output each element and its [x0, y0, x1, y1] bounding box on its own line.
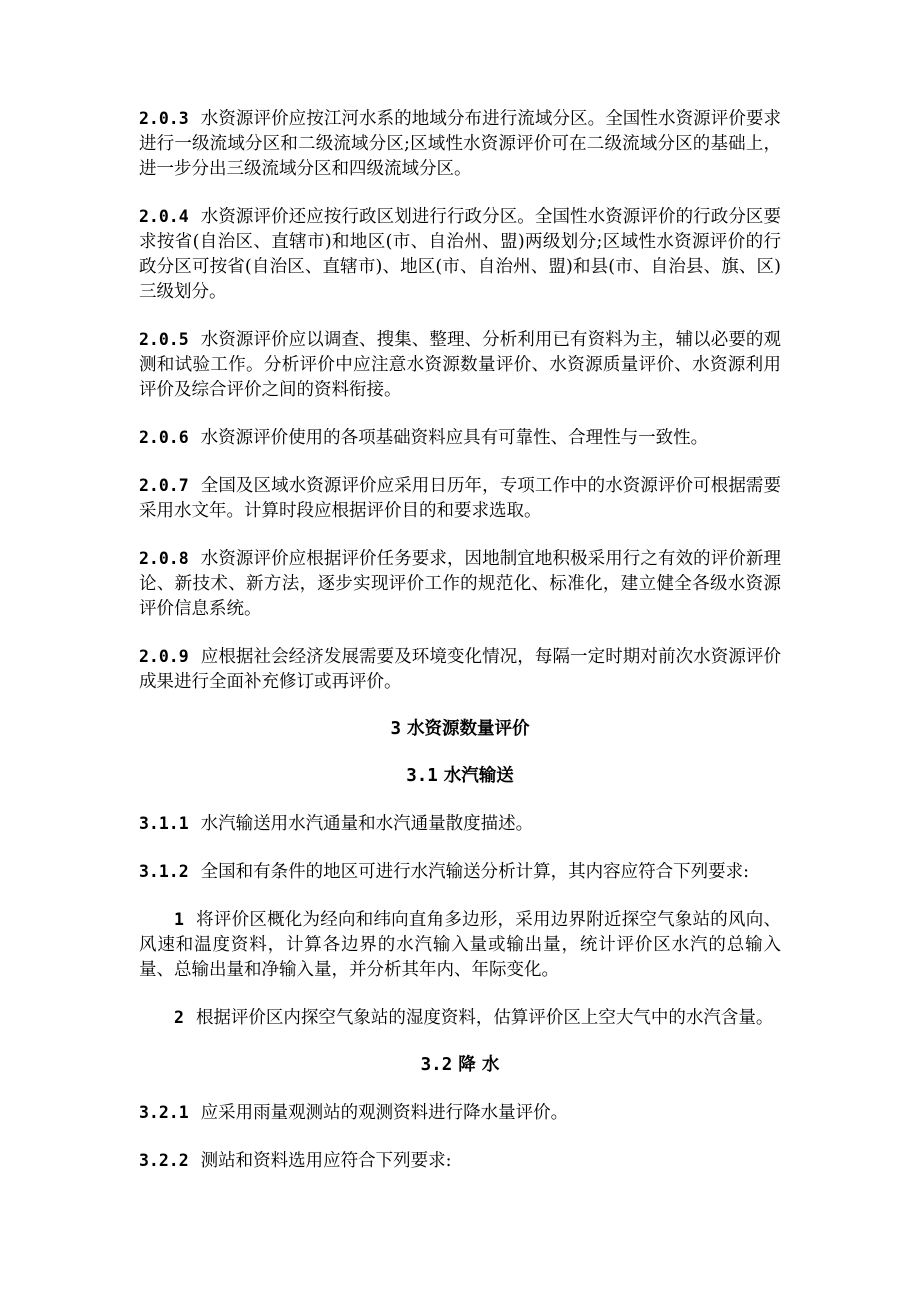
list-item-1	[139, 907, 781, 983]
clause-number: 2.0.8	[139, 549, 189, 568]
document-page	[139, 106, 781, 1196]
section-number: 3.2	[420, 1055, 453, 1075]
section-title: 降 水	[458, 1055, 500, 1075]
clause-number: 2.0.6	[139, 428, 189, 447]
clause-text: 全国及区域水资源评价应采用日历年，专项工作中的水资源评价可根据需要采用水文年。计算时段应根据评价目的和要求选取。	[139, 476, 781, 521]
clause-number: 3.2.1	[139, 1103, 189, 1122]
clause-number: 2.0.5	[139, 330, 189, 349]
section-title: 水汽输送	[443, 766, 514, 786]
chapter-title: 水资源数量评价	[407, 719, 530, 739]
clause-2-0-5	[139, 327, 781, 403]
clause-text: 水资源评价还应按行政区划进行行政分区。全国性水资源评价的行政分区要求按省(自治区、直辖市)和地区(市、自治州、盟)两级划分;区域性水资源评价的行政分区可按省(自治区、直辖市)、地区(市、自治州、盟)和县(市、自治县、旗、区)三级划分。	[139, 207, 781, 302]
clause-text: 水资源评价应根据评价任务要求，因地制宜地积极采用行之有效的评价新理论、新技术、新方法，逐步实现评价工作的规范化、标准化，建立健全各级水资源评价信息系统。	[139, 549, 781, 619]
item-number: 2	[174, 1008, 184, 1027]
item-number: 1	[174, 910, 184, 929]
clause-number: 2.0.4	[139, 207, 189, 226]
clause-2-0-4	[139, 204, 781, 305]
clause-3-1-1	[139, 811, 781, 837]
clause-number: 2.0.3	[139, 109, 189, 128]
clause-number: 2.0.9	[139, 647, 189, 666]
clause-text: 水资源评价应以调查、搜集、整理、分析利用已有资料为主，辅以必要的观测和试验工作。分析评价中应注意水资源数量评价、水资源质量评价、水资源利用评价及综合评价之间的资料衔接。	[139, 330, 781, 400]
clause-3-1-2	[139, 859, 781, 885]
clause-text: 全国和有条件的地区可进行水汽输送分析计算，其内容应符合下列要求:	[200, 862, 750, 882]
chapter-number: 3	[390, 719, 402, 739]
clause-text: 水资源评价应按江河水系的地域分布进行流域分区。全国性水资源评价要求进行一级流域分区和二级流域分区;区域性水资源评价可在二级流域分区的基础上，进一步分出三级流域分区和四级流域分区。	[139, 109, 781, 179]
clause-number: 2.0.7	[139, 476, 189, 495]
list-item-2	[139, 1005, 781, 1031]
section-heading-3-1	[139, 764, 781, 789]
clause-text: 水汽输送用水汽通量和水汽通量散度描述。	[200, 814, 534, 834]
clause-number: 3.2.2	[139, 1151, 189, 1170]
clause-number: 3.1.2	[139, 862, 189, 881]
clause-3-2-2	[139, 1148, 781, 1174]
clause-2-0-9	[139, 644, 781, 695]
chapter-heading	[139, 717, 781, 742]
clause-2-0-3	[139, 106, 781, 182]
clause-text: 测站和资料选用应符合下列要求:	[200, 1151, 452, 1171]
item-text: 将评价区概化为经向和纬向直角多边形，采用边界附近探空气象站的风向、风速和温度资料，计算各边界的水汽输入量或输出量，统计评价区水汽的总输入量、总输出量和净输入量，并分析其年内、年际变化。	[139, 910, 781, 980]
section-number: 3.1	[406, 766, 438, 786]
section-heading-3-2	[139, 1053, 781, 1078]
clause-number: 3.1.1	[139, 814, 189, 833]
clause-2-0-6	[139, 425, 781, 451]
item-text: 根据评价区内探空气象站的湿度资料，估算评价区上空大气中的水汽含量。	[195, 1008, 774, 1028]
clause-2-0-8	[139, 546, 781, 622]
clause-text: 应采用雨量观测站的观测资料进行降水量评价。	[200, 1103, 569, 1123]
clause-2-0-7	[139, 473, 781, 524]
clause-text: 水资源评价使用的各项基础资料应具有可靠性、合理性与一致性。	[200, 428, 709, 448]
clause-text: 应根据社会经济发展需要及环境变化情况，每隔一定时期对前次水资源评价成果进行全面补充修订或再评价。	[139, 647, 781, 692]
clause-3-2-1	[139, 1100, 781, 1126]
